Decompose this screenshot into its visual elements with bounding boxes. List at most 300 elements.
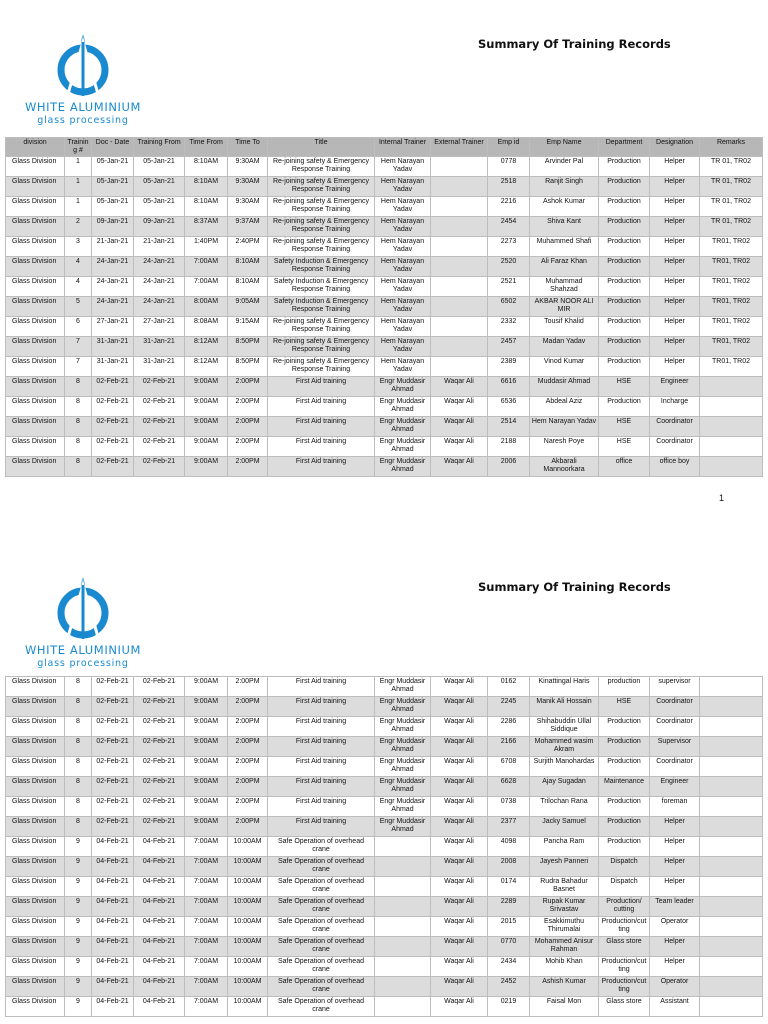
table-cell: 2273 [488, 237, 530, 257]
table-cell: 2457 [488, 337, 530, 357]
table-cell: 05-Jan-21 [134, 157, 185, 177]
table-cell: Production [599, 277, 650, 297]
table-cell: Arvinder Pal [530, 157, 599, 177]
table-cell: Production/cut ting [599, 977, 650, 997]
table-cell: 05-Jan-21 [92, 157, 134, 177]
table-cell: 9 [65, 937, 92, 957]
table-cell: Assistant [650, 997, 700, 1017]
table-row [6, 997, 763, 1017]
table-cell: Glass Division [6, 917, 65, 937]
table-row [6, 297, 763, 317]
table-cell: 05-Jan-21 [134, 177, 185, 197]
table-cell: 0219 [488, 997, 530, 1017]
table-cell: 8 [65, 417, 92, 437]
table-cell: Akbarali Mannoorkara [530, 457, 599, 477]
table-cell [700, 957, 763, 977]
table-cell: 02-Feb-21 [134, 437, 185, 457]
table-cell [375, 917, 431, 937]
table-cell: Abdeal Aziz [530, 397, 599, 417]
table-cell: Helper [650, 197, 700, 217]
table-cell [700, 737, 763, 757]
table-cell: 24-Jan-21 [92, 257, 134, 277]
table-cell: 02-Feb-21 [134, 797, 185, 817]
table-cell: Glass Division [6, 357, 65, 377]
table-cell: 2245 [488, 697, 530, 717]
table-cell: Esakkimuthu Thirumalai [530, 917, 599, 937]
table-cell: Glass Division [6, 737, 65, 757]
table-row [6, 177, 763, 197]
table-cell: Engineer [650, 377, 700, 397]
table-cell [375, 897, 431, 917]
table-cell: 09-Jan-21 [92, 217, 134, 237]
table-cell: Engr Muddasir Ahmad [375, 417, 431, 437]
table-cell: 8:12AM [185, 357, 228, 377]
table-cell: Waqar Ali [431, 817, 488, 837]
table-cell: 04-Feb-21 [92, 897, 134, 917]
table-cell: 05-Jan-21 [92, 177, 134, 197]
table-cell: 8:37AM [185, 217, 228, 237]
table-cell: 02-Feb-21 [134, 457, 185, 477]
table-row [6, 697, 763, 717]
table-cell: Engr Muddasir Ahmad [375, 377, 431, 397]
table-cell: 9 [65, 977, 92, 997]
table-cell: Jacky Samuel [530, 817, 599, 837]
table-cell: production [599, 677, 650, 697]
table-cell: Production [599, 357, 650, 377]
table-cell: Hem Narayan Yadav [375, 297, 431, 317]
table-cell: Hem Narayan Yadav [375, 257, 431, 277]
table-cell: Waqar Ali [431, 437, 488, 457]
table-cell: 02-Feb-21 [92, 797, 134, 817]
table-cell: 2:00PM [228, 417, 268, 437]
table-cell: Re-joining safety & Emergency Response Training [268, 197, 375, 217]
table-cell: Hem Narayan Yadav [375, 317, 431, 337]
table-cell: Production [599, 797, 650, 817]
table-cell: 24-Jan-21 [92, 297, 134, 317]
table-row [6, 457, 763, 477]
table-cell: 1 [65, 177, 92, 197]
table-cell: Operator [650, 977, 700, 997]
table-cell: 0162 [488, 677, 530, 697]
table-cell: Production [599, 297, 650, 317]
table-cell: 02-Feb-21 [134, 717, 185, 737]
table-cell: 8:10AM [185, 157, 228, 177]
table-cell: 2:00PM [228, 777, 268, 797]
table-cell: Shiva Kant [530, 217, 599, 237]
table-cell: Glass Division [6, 957, 65, 977]
table-cell: Ali Faraz Khan [530, 257, 599, 277]
table-cell: 02-Feb-21 [92, 457, 134, 477]
table-cell [375, 957, 431, 977]
table-cell: First Aid training [268, 397, 375, 417]
table-cell: 10:00AM [228, 877, 268, 897]
table-cell: Safety Induction & Emergency Response Training [268, 297, 375, 317]
table-cell [431, 237, 488, 257]
table-cell: 2006 [488, 457, 530, 477]
table-cell: Ashok Kumar [530, 197, 599, 217]
table-cell: Re-joining safety & Emergency Response Training [268, 157, 375, 177]
table-cell [700, 997, 763, 1017]
table-cell: 10:00AM [228, 897, 268, 917]
table-cell [700, 417, 763, 437]
table-row [6, 797, 763, 817]
table-cell: Jayesh Panneri [530, 857, 599, 877]
table-cell: Glass Division [6, 337, 65, 357]
table-cell: Coordinator [650, 717, 700, 737]
table-cell: Safe Operation of overhead crane [268, 937, 375, 957]
table-cell [375, 857, 431, 877]
table-cell: 6616 [488, 377, 530, 397]
column-header: Training From [134, 138, 185, 157]
table-cell: Production [599, 197, 650, 217]
table-cell: 8:50PM [228, 357, 268, 377]
table-row [6, 677, 763, 697]
table-cell: Pancha Ram [530, 837, 599, 857]
table-cell: 04-Feb-21 [134, 877, 185, 897]
table-cell: Glass Division [6, 937, 65, 957]
table-cell [431, 337, 488, 357]
table-cell: 8:12AM [185, 337, 228, 357]
table-cell: Production [599, 257, 650, 277]
table-cell [700, 917, 763, 937]
table-row [6, 857, 763, 877]
page-number: 1 [719, 493, 725, 503]
table-cell: Glass Division [6, 897, 65, 917]
table-cell: Waqar Ali [431, 837, 488, 857]
table-cell: 7:00AM [185, 897, 228, 917]
table-cell: Kinattingal Haris [530, 677, 599, 697]
table-row [6, 737, 763, 757]
table-cell: 2:00PM [228, 737, 268, 757]
table-cell: Dispatch [599, 857, 650, 877]
table-cell: 31-Jan-21 [134, 357, 185, 377]
table-cell: Glass Division [6, 997, 65, 1017]
table-cell: 2332 [488, 317, 530, 337]
table-cell: 04-Feb-21 [92, 957, 134, 977]
table-cell: 6502 [488, 297, 530, 317]
table-cell: Glass Division [6, 277, 65, 297]
table-cell: Incharge [650, 397, 700, 417]
table-cell: 7:00AM [185, 257, 228, 277]
table-cell: 2:40PM [228, 237, 268, 257]
table-cell: First Aid training [268, 377, 375, 397]
table-cell: 8:08AM [185, 317, 228, 337]
table-cell: Helper [650, 257, 700, 277]
table-cell: Helper [650, 157, 700, 177]
table-cell: Muhammed Shafi [530, 237, 599, 257]
table-cell: Helper [650, 817, 700, 837]
table-cell: Production [599, 177, 650, 197]
table-cell: 7:00AM [185, 997, 228, 1017]
table-cell: Glass Division [6, 757, 65, 777]
table-cell: Waqar Ali [431, 457, 488, 477]
report-page-2 [0, 543, 768, 1024]
table-cell: Engr Muddasir Ahmad [375, 457, 431, 477]
report-title: Summary Of Training Records [478, 37, 671, 51]
table-cell: Production [599, 717, 650, 737]
table-cell: 9:00AM [185, 377, 228, 397]
table-cell: TR01, TR02 [700, 257, 763, 277]
table-cell: Production [599, 237, 650, 257]
table-cell: Tousif Khalid [530, 317, 599, 337]
table-cell: Safe Operation of overhead crane [268, 897, 375, 917]
table-cell: 02-Feb-21 [92, 677, 134, 697]
table-cell [700, 777, 763, 797]
table-cell: Waqar Ali [431, 717, 488, 737]
table-cell: Glass Division [6, 217, 65, 237]
table-cell: Glass Division [6, 797, 65, 817]
table-cell [700, 697, 763, 717]
table-cell: 31-Jan-21 [134, 337, 185, 357]
table-cell: 31-Jan-21 [92, 337, 134, 357]
column-header: Department [599, 138, 650, 157]
table-cell: TR01, TR02 [700, 277, 763, 297]
table-cell: Waqar Ali [431, 417, 488, 437]
table-cell: 04-Feb-21 [92, 877, 134, 897]
table-cell: Helper [650, 217, 700, 237]
table-cell: Waqar Ali [431, 677, 488, 697]
table-cell [431, 217, 488, 237]
table-cell: Vinod Kumar [530, 357, 599, 377]
table-cell: 02-Feb-21 [134, 777, 185, 797]
table-cell [700, 717, 763, 737]
table-cell: Production [599, 217, 650, 237]
table-cell: Safe Operation of overhead crane [268, 977, 375, 997]
table-cell: 2434 [488, 957, 530, 977]
table-row [6, 337, 763, 357]
table-cell [700, 757, 763, 777]
table-cell: 02-Feb-21 [92, 377, 134, 397]
table-cell: office [599, 457, 650, 477]
table-cell: Coordinator [650, 437, 700, 457]
table-cell: Engr Muddasir Ahmad [375, 677, 431, 697]
table-body [6, 157, 763, 477]
table-cell: Hem Narayan Yadav [375, 157, 431, 177]
column-header: Designation [650, 138, 700, 157]
table-cell: 2188 [488, 437, 530, 457]
table-cell: 9 [65, 837, 92, 857]
table-cell: 9:15AM [228, 317, 268, 337]
table-cell: Trilochan Rana [530, 797, 599, 817]
table-cell [700, 937, 763, 957]
table-cell: Glass Division [6, 717, 65, 737]
table-row [6, 957, 763, 977]
table-cell: Safe Operation of overhead crane [268, 857, 375, 877]
table-cell: Safety Induction & Emergency Response Training [268, 257, 375, 277]
table-row [6, 817, 763, 837]
table-cell: 9:37AM [228, 217, 268, 237]
table-cell: TR01, TR02 [700, 317, 763, 337]
table-cell: Helper [650, 277, 700, 297]
table-cell: Muhammad Shahzad [530, 277, 599, 297]
table-cell: Madan Yadav [530, 337, 599, 357]
table-cell: Production [599, 397, 650, 417]
column-header: division [6, 138, 65, 157]
table-cell [700, 797, 763, 817]
table-cell: Helper [650, 937, 700, 957]
table-cell: Operator [650, 917, 700, 937]
table-cell: TR01, TR02 [700, 237, 763, 257]
table-cell: 8 [65, 737, 92, 757]
table-cell: First Aid training [268, 717, 375, 737]
table-cell: Hem Narayan Yadav [375, 337, 431, 357]
table-cell: Helper [650, 337, 700, 357]
table-cell: 4098 [488, 837, 530, 857]
table-cell: HSE [599, 417, 650, 437]
table-cell: 7:00AM [185, 977, 228, 997]
table-cell [375, 937, 431, 957]
table-cell [431, 317, 488, 337]
table-cell: Rupak Kumar Srivastav [530, 897, 599, 917]
table-cell: TR 01, TR02 [700, 217, 763, 237]
table-row [6, 717, 763, 737]
table-cell: Waqar Ali [431, 917, 488, 937]
table-cell: 31-Jan-21 [92, 357, 134, 377]
column-header: Remarks [700, 138, 763, 157]
table-cell: 9:00AM [185, 717, 228, 737]
table-row [6, 217, 763, 237]
table-cell: Production [599, 157, 650, 177]
table-cell: 9 [65, 957, 92, 977]
table-row [6, 357, 763, 377]
table-cell: First Aid training [268, 737, 375, 757]
table-cell: 7 [65, 337, 92, 357]
training-records-table [5, 137, 763, 477]
table-cell: Team leader [650, 897, 700, 917]
table-row [6, 917, 763, 937]
table-cell: 7:00AM [185, 837, 228, 857]
table-cell: 7:00AM [185, 957, 228, 977]
table-cell: 2377 [488, 817, 530, 837]
table-cell: Glass Division [6, 837, 65, 857]
table-cell: AKBAR NOOR ALI MIR [530, 297, 599, 317]
table-cell: 8:10AM [185, 197, 228, 217]
table-cell: 02-Feb-21 [92, 757, 134, 777]
table-cell [431, 297, 488, 317]
table-cell: Helper [650, 237, 700, 257]
table-cell: 10:00AM [228, 957, 268, 977]
table-cell: Maintenance [599, 777, 650, 797]
table-cell: Glass Division [6, 437, 65, 457]
table-cell: 8 [65, 697, 92, 717]
table-row [6, 877, 763, 897]
table-cell: 9:00AM [185, 757, 228, 777]
report-title: Summary Of Training Records [478, 580, 671, 594]
table-cell: 9 [65, 857, 92, 877]
brand-name: WHITE ALUMINIUM [24, 643, 142, 657]
table-row [6, 977, 763, 997]
table-cell: 02-Feb-21 [134, 697, 185, 717]
table-cell: 8 [65, 397, 92, 417]
brand-tagline: glass processing [37, 658, 129, 669]
table-cell: 24-Jan-21 [134, 277, 185, 297]
table-cell: 5 [65, 297, 92, 317]
table-cell: 10:00AM [228, 937, 268, 957]
table-cell: 04-Feb-21 [134, 837, 185, 857]
table-cell: TR 01, TR02 [700, 197, 763, 217]
table-cell: Dispatch [599, 877, 650, 897]
table-cell: Glass Division [6, 457, 65, 477]
table-cell [700, 877, 763, 897]
table-cell: 9:30AM [228, 177, 268, 197]
column-header: Time From [185, 138, 228, 157]
table-cell [700, 457, 763, 477]
table-cell: Safe Operation of overhead crane [268, 837, 375, 857]
table-cell: Waqar Ali [431, 857, 488, 877]
table-cell: 04-Feb-21 [134, 977, 185, 997]
table-cell: 2:00PM [228, 677, 268, 697]
table-cell: 1:40PM [185, 237, 228, 257]
table-cell: 8:10AM [228, 257, 268, 277]
table-cell [431, 277, 488, 297]
table-cell: Waqar Ali [431, 397, 488, 417]
table-cell [700, 897, 763, 917]
table-cell: 6708 [488, 757, 530, 777]
table-cell: 02-Feb-21 [134, 817, 185, 837]
table-cell: Waqar Ali [431, 937, 488, 957]
table-cell: 02-Feb-21 [92, 777, 134, 797]
table-cell: 2289 [488, 897, 530, 917]
table-row [6, 197, 763, 217]
table-cell: Waqar Ali [431, 997, 488, 1017]
table-cell: 9 [65, 897, 92, 917]
table-cell: 9 [65, 877, 92, 897]
table-cell: Rudra Bahadur Basnet [530, 877, 599, 897]
table-cell: Muddasir Ahmad [530, 377, 599, 397]
table-cell: office boy [650, 457, 700, 477]
table-cell: 02-Feb-21 [134, 397, 185, 417]
table-row [6, 937, 763, 957]
table-cell: 2008 [488, 857, 530, 877]
table-cell: Safe Operation of overhead crane [268, 877, 375, 897]
table-cell: Helper [650, 877, 700, 897]
table-cell: 04-Feb-21 [92, 857, 134, 877]
table-cell [700, 437, 763, 457]
column-header: Internal Trainer [375, 138, 431, 157]
table-cell: Helper [650, 317, 700, 337]
table-cell: 2:00PM [228, 757, 268, 777]
table-cell: Engr Muddasir Ahmad [375, 757, 431, 777]
table-cell: 04-Feb-21 [92, 977, 134, 997]
table-cell: 2:00PM [228, 437, 268, 457]
table-cell: 02-Feb-21 [92, 717, 134, 737]
table-cell: 8 [65, 677, 92, 697]
table-cell: 27-Jan-21 [92, 317, 134, 337]
table-cell: 04-Feb-21 [134, 957, 185, 977]
table-cell: 02-Feb-21 [134, 757, 185, 777]
table-cell: 10:00AM [228, 997, 268, 1017]
table-cell: Waqar Ali [431, 957, 488, 977]
table-cell: 2 [65, 217, 92, 237]
table-cell: Waqar Ali [431, 777, 488, 797]
table-cell [431, 157, 488, 177]
table-cell: 24-Jan-21 [92, 277, 134, 297]
table-cell: Re-joining safety & Emergency Response Training [268, 357, 375, 377]
table-cell: 10:00AM [228, 857, 268, 877]
table-row [6, 397, 763, 417]
table-row [6, 777, 763, 797]
table-cell: HSE [599, 697, 650, 717]
table-cell: Glass Division [6, 397, 65, 417]
table-cell: 9:05AM [228, 297, 268, 317]
table-cell: Hem Narayan Yadav [375, 237, 431, 257]
table-cell: 10:00AM [228, 917, 268, 937]
table-cell: 02-Feb-21 [92, 817, 134, 837]
table-cell: 05-Jan-21 [92, 197, 134, 217]
table-cell: 2452 [488, 977, 530, 997]
brand-name: WHITE ALUMINIUM [24, 100, 142, 114]
table-cell [375, 877, 431, 897]
